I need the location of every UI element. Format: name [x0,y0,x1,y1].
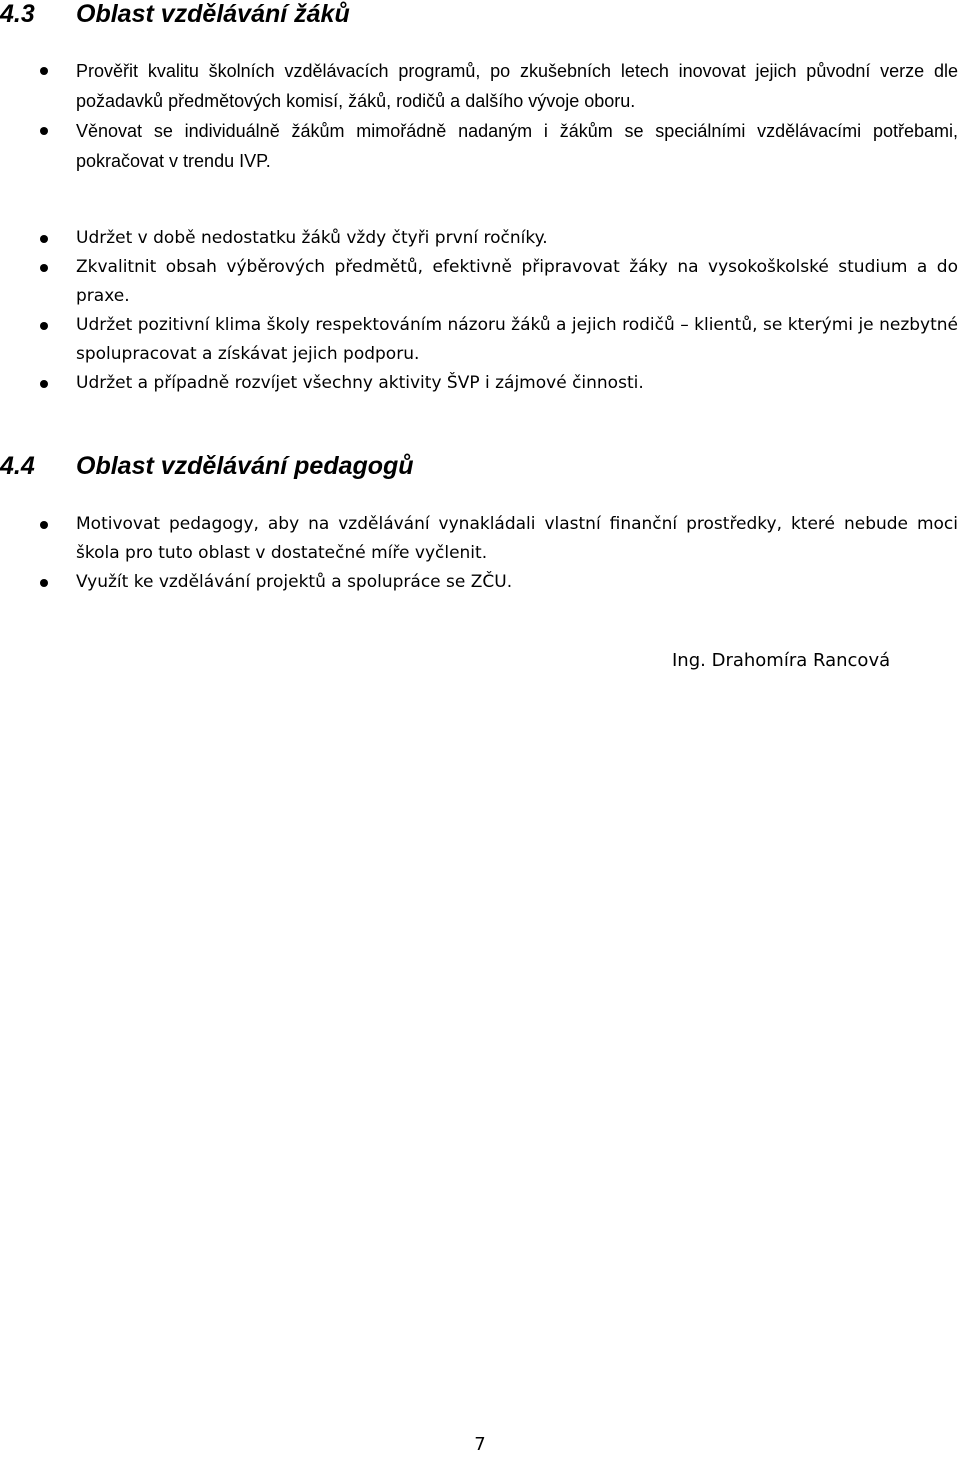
bullet-icon [40,264,48,272]
list-item [0,369,958,398]
list-item-text: Udržet v době nedostatku žáků vždy čtyři první ročníky. [76,228,548,248]
list-item [0,311,958,369]
list-item [0,510,958,568]
bullet-icon [40,235,48,243]
list-item-text: Motivovat pedagogy, aby na vzdělávání vynakládali vlastní finanční prostředky, které nebude moci škola pro tuto oblast v dostatečné míře vyčlenit. [76,514,958,563]
bullet-icon [40,521,48,529]
section-title: Oblast vzdělávání žáků [76,0,350,28]
list-item-text: Zkvalitnit obsah výběrových předmětů, efektivně připravovat žáky na vysokoškolské studium a do praxe. [76,257,958,306]
list-item [0,568,958,597]
bullet-icon [40,579,48,587]
section-heading-4-4 [0,452,414,481]
bullet-icon [40,67,48,75]
bullet-list-4-3-a [0,56,960,176]
list-item-text: Věnovat se individuálně žákům mimořádně nadaným i žákům se speciálními vzdělávacími potřebami, pokračovat v trendu IVP. [76,121,958,171]
section-title: Oblast vzdělávání pedagogů [76,452,414,480]
bullet-icon [40,380,48,388]
bullet-icon [40,127,48,135]
page-number: 7 [474,1434,486,1455]
bullet-list-4-3-b [0,224,960,398]
bullet-icon [40,322,48,330]
list-item-text: Udržet pozitivní klima školy respektováním názoru žáků a jejich rodičů – klientů, se kterými je nezbytné spolupracovat a získávat jejich podporu. [76,315,958,364]
bullet-list-4-4 [0,510,960,597]
section-number: 4.4 [0,452,35,480]
list-item [0,224,958,253]
list-item-text: Prověřit kvalitu školních vzdělávacích programů, po zkušebních letech inovovat jejich původní verze dle požadavků předmětových komisí, žáků, rodičů a dalšího vývoje oboru. [76,61,958,111]
list-item [0,116,958,176]
section-number: 4.3 [0,0,35,28]
section-heading-4-3 [0,0,350,29]
list-item-text: Využít ke vzdělávání projektů a spolupráce se ZČU. [76,572,513,592]
signature: Ing. Drahomíra Rancová [672,650,891,671]
list-item [0,56,958,116]
list-item [0,253,958,311]
list-item-text: Udržet a případně rozvíjet všechny aktivity ŠVP i zájmové činnosti. [76,373,644,393]
